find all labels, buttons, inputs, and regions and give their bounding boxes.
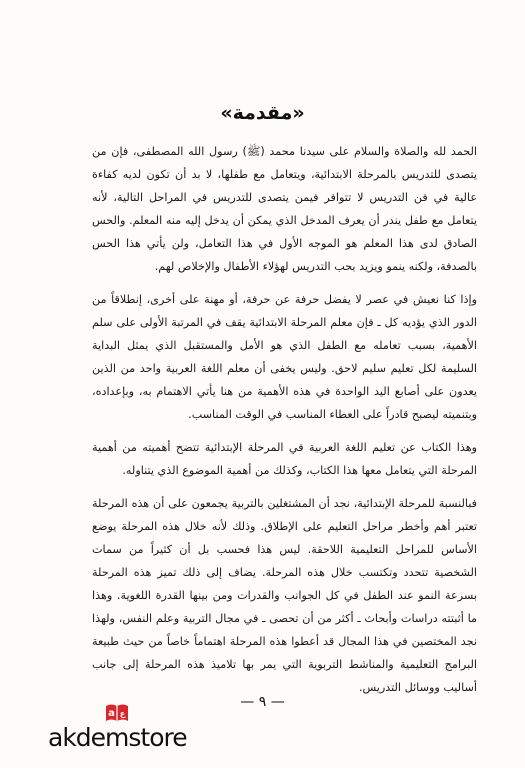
body-text bbox=[92, 140, 477, 699]
svg-text:a: a bbox=[108, 708, 115, 719]
logo-wordmark: akdemstore bbox=[48, 723, 187, 752]
paragraph: وإذا كنا نعيش في عصر لا يفضل حرفة عن حرفة، أو مهنة على أخرى، إنطلاقاً من الدور الذي يؤديه كل ـ فإن معلم المرحلة الابتدائية يقف في المرتبة الأولى على سلم الأهمية، بسبب تعامله مع الطفل الذي هو الأمل والمستقبل الذي يمثل البداية السليمة لكل تعليم سليم لاحق. وليس يخفى أن معلم اللغة العربية واحد من الذين يعدون على أصابع اليد الواحدة في هذه الأهمية من هنا يأتي الاهتمام به، وبإعداده، وبتنميته ليصبح قادراً على العطاء المناسب في الوقت المناسب. bbox=[92, 293, 477, 421]
paragraph: فبالنسبة للمرحلة الإبتدائية، نجد أن المشتغلين بالتربية يجمعون على أن هذه المرحلة تعتبر أهم وأخطر مراحل التعليم على الإطلاق. وذلك لأنه خلال هذه المرحلة يوضع الأساس للمراحل التعليمية اللاحقة. ليس هذا فحسب بل أن كثيراً من سمات الشخصية تتحدد وتكتسب خلال هذه المرحلة. يضاف إلى ذلك تميز هذه المرحلة بسرعة النمو عند الطفل في كل الجوانب والقدرات ومن بينها القدرة اللغوية. وهذا ما أثبتته دراسات وأبحاث ـ أكثر من أن تحصى ـ في مجال التربية وعلم النفس، ولهذا نجد المختصين في هذا المجال قد أعطوا هذه المرحلة اهتماماً خاصاً من حيث طبيعة البرامج التعليمية والمناشط التربوية التي يمر بها تلاميذ هذه المرحلة إلى جانب أساليب ووسائل التدريس. bbox=[92, 497, 477, 694]
page-number: — ٩ — bbox=[240, 694, 285, 710]
page-title: «مقدمة» bbox=[220, 102, 305, 124]
book-a-logo-icon bbox=[103, 700, 131, 724]
svg-text:ع: ع bbox=[119, 709, 126, 718]
paragraph: وهذا الكتاب عن تعليم اللغة العربية في المرحلة الإبتدائية تتضح أهميته من أهمية المرحلة التي يتعامل معها هذا الكتاب، وكذلك من أهمية الموضوع الذي يتناوله. bbox=[92, 441, 477, 477]
store-logo bbox=[48, 700, 238, 750]
paragraph: الحمد لله والصلاة والسلام على سيدنا محمد (ﷺ) رسول الله المصطفى، فإن من يتصدى للتدريس بالمرحلة الابتدائية، ويتعامل مع طفلها، لا بد أن تكون لديه كفاءة عالية في فن التدريس لا تتوافر فيمن يتصدى للتدريس في المراحل التالية، لأنه يتعامل مع طفل يندر أن يعرف المدخل الذي يمكن أن يدخل إليه منه المعلم. والحس الصادق لدى هذا المعلم هو الموجه الأول في هذا التعامل، ولن يأتي هذا الحس بالصدفة، ولكنه ينمو ويزيد بحب التدريس لهؤلاء الأطفال والإخلاص لهم. bbox=[92, 145, 477, 273]
